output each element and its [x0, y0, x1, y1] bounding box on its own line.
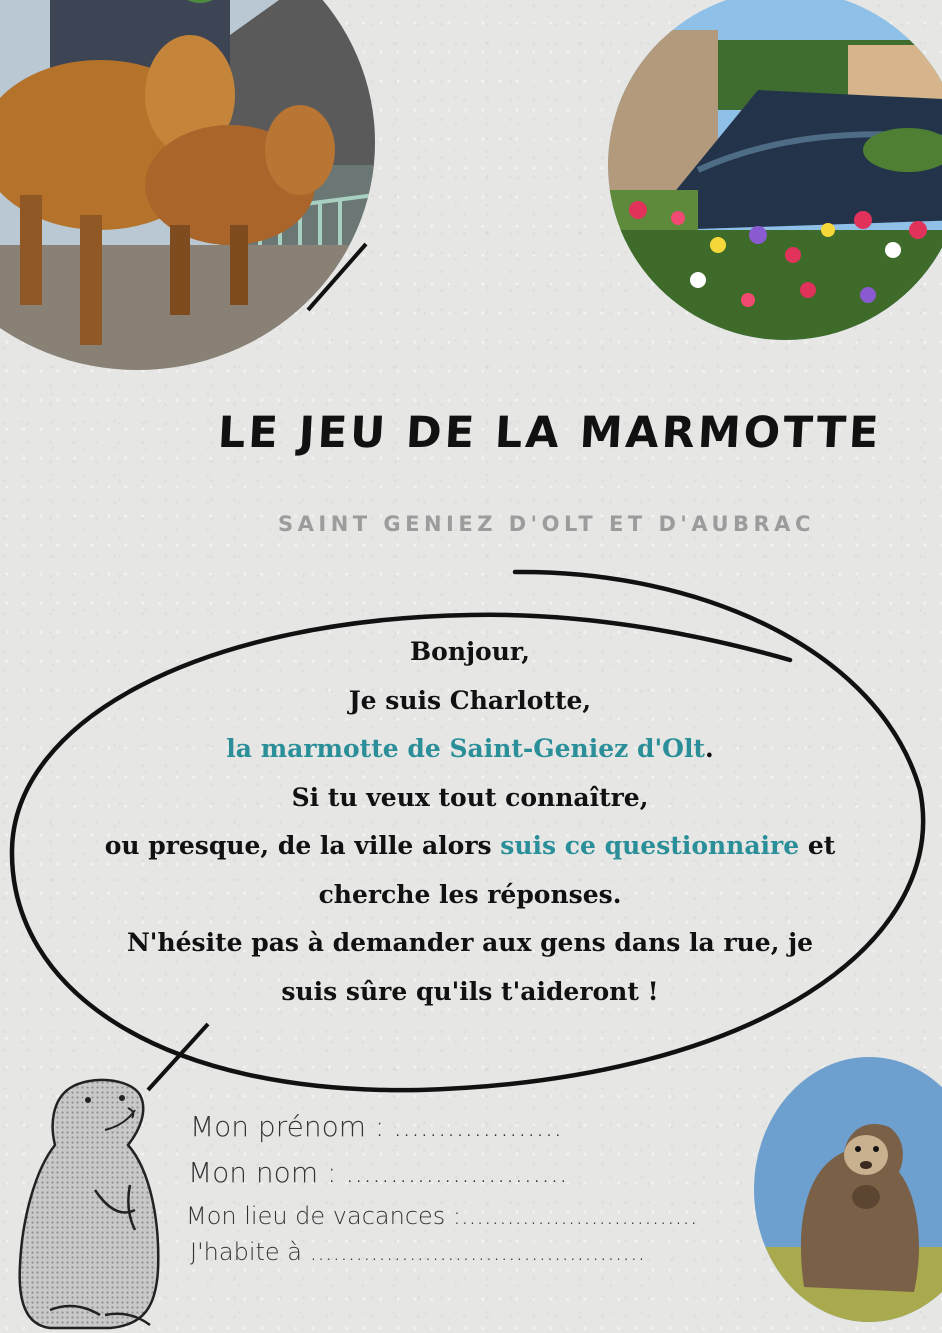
- marmot-line: la marmotte de Saint-Geniez d'Olt.: [226, 734, 714, 763]
- home-town-field[interactable]: J'habite à ............................................: [190, 1238, 646, 1266]
- first-name-field[interactable]: Mon prénom : ...................: [190, 1110, 563, 1143]
- greeting-line: Bonjour,: [410, 637, 530, 666]
- know-line: Si tu veux tout connaître,: [291, 782, 649, 812]
- last-name-field[interactable]: Mon nom : .........................: [188, 1156, 568, 1189]
- marmot-drawing-icon: [10, 1070, 190, 1333]
- help-line: suis sûre qu'ils t'aideront !: [281, 976, 659, 1006]
- follow-line: ou presque, de la ville alors suis ce questionnaire et: [104, 831, 836, 860]
- river-photo: [608, 0, 942, 340]
- marmot-highlight: la marmotte de Saint-Geniez d'Olt: [226, 734, 705, 763]
- questionnaire-highlight: suis ce questionnaire: [500, 831, 800, 860]
- page-title: LE JEU DE LA MARMOTTE: [216, 408, 883, 458]
- intro-line: Je suis Charlotte,: [348, 685, 592, 715]
- decorative-stroke: [300, 240, 370, 320]
- holiday-place-field[interactable]: Mon lieu de vacances :...............................: [186, 1202, 698, 1230]
- bubble-text: [40, 628, 900, 1016]
- search-line: cherche les réponses.: [318, 879, 622, 909]
- ask-line: N'hésite pas à demander aux gens dans la rue, je: [126, 928, 814, 957]
- page-subtitle: SAINT GENIEZ D'OLT ET D'AUBRAC: [278, 512, 815, 536]
